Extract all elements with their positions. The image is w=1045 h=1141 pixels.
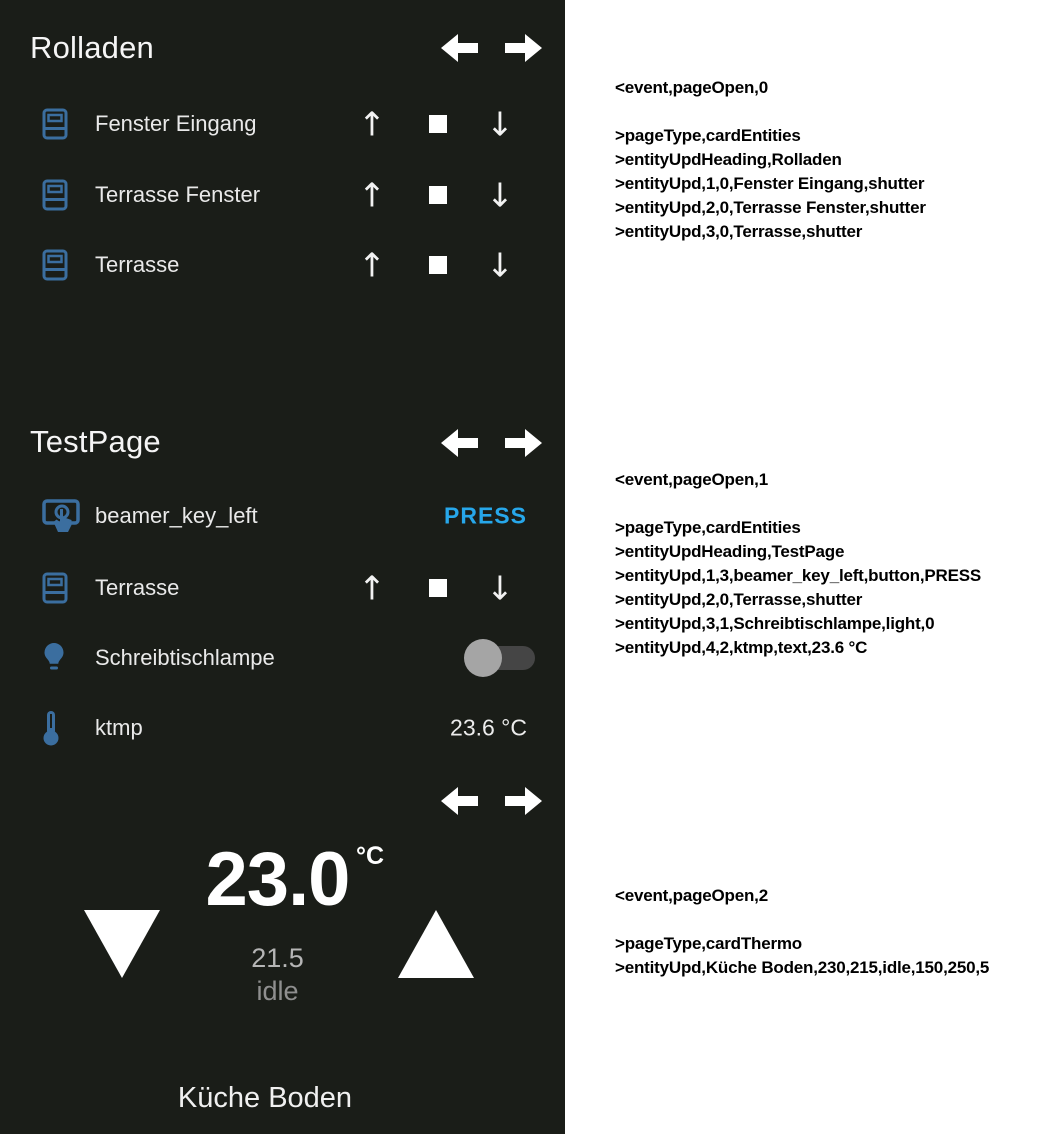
entity-name: beamer_key_left	[95, 503, 258, 528]
log-line-blank	[615, 494, 1035, 518]
arrow-right-icon	[505, 804, 543, 819]
log-line: >entityUpd,1,0,Fenster Eingang,shutter	[615, 174, 925, 193]
thermometer-icon	[42, 710, 60, 746]
nav-next-button[interactable]	[505, 33, 543, 63]
shutter-stop-button[interactable]	[429, 579, 447, 597]
setpoint-temperature: 21.5	[251, 943, 304, 973]
nav-prev-button[interactable]	[440, 33, 478, 63]
shutter-up-button[interactable]: ↑	[352, 105, 392, 144]
log-line: <event,pageOpen,1	[615, 470, 768, 489]
shutter-stop-button[interactable]	[429, 115, 447, 133]
stop-square-icon	[429, 579, 447, 597]
log-block-page2	[615, 886, 1035, 982]
log-line: >pageType,cardThermo	[615, 934, 802, 953]
window-shutter-icon	[42, 179, 68, 211]
log-line: >entityUpd,1,3,beamer_key_left,button,PRESS	[615, 566, 981, 585]
log-line-blank	[615, 102, 1035, 126]
stop-square-icon	[429, 186, 447, 204]
log-line-blank	[615, 910, 1035, 934]
log-line: >pageType,cardEntities	[615, 518, 801, 537]
log-line: <event,pageOpen,2	[615, 886, 768, 905]
shutter-down-button[interactable]: ↓	[480, 105, 520, 144]
entity-name: Terrasse	[95, 575, 180, 600]
log-line: >entityUpd,4,2,ktmp,text,23.6 °C	[615, 638, 868, 657]
entity-row-shutter	[0, 171, 565, 219]
log-line: >entityUpd,3,1,Schreibtischlampe,light,0	[615, 614, 935, 633]
page-testpage	[0, 420, 565, 770]
window-shutter-icon	[42, 572, 68, 604]
arrow-left-icon	[440, 804, 478, 819]
entity-value: 23.6 °C	[450, 714, 527, 741]
nav-prev-button[interactable]	[440, 428, 478, 458]
arrow-right-icon	[505, 446, 543, 461]
entity-row-shutter	[0, 100, 565, 148]
entity-name: Schreibtischlampe	[95, 645, 275, 670]
page-title: Rolladen	[30, 30, 154, 65]
stop-square-icon	[429, 115, 447, 133]
page-thermostat	[0, 770, 565, 1134]
shutter-down-button[interactable]: ↓	[480, 569, 520, 608]
log-block-page0	[615, 78, 1035, 246]
entity-row-button	[0, 492, 565, 540]
arrow-left-icon	[440, 446, 478, 461]
shutter-up-button[interactable]: ↑	[352, 569, 392, 608]
light-toggle-switch[interactable]	[465, 646, 535, 670]
entity-row-text	[0, 704, 565, 752]
stop-square-icon	[429, 256, 447, 274]
page-title: TestPage	[30, 424, 161, 459]
log-line: >pageType,cardEntities	[615, 126, 801, 145]
log-line: >entityUpd,2,0,Terrasse,shutter	[615, 590, 863, 609]
shutter-stop-button[interactable]	[429, 186, 447, 204]
entity-row-shutter	[0, 241, 565, 289]
nav-prev-button[interactable]	[440, 786, 478, 816]
arrow-right-icon	[505, 51, 543, 66]
entity-name: Terrasse	[95, 252, 180, 277]
nav-next-button[interactable]	[505, 786, 543, 816]
window-shutter-icon	[42, 249, 68, 281]
current-temperature: 23.0	[205, 837, 350, 922]
log-line: >entityUpdHeading,TestPage	[615, 542, 845, 561]
log-line: <event,pageOpen,0	[615, 78, 768, 97]
press-button[interactable]: PRESS	[444, 502, 527, 529]
entity-row-light	[0, 634, 565, 682]
thermostat-name: Küche Boden	[177, 1082, 353, 1114]
thermostat-state: idle	[256, 976, 299, 1006]
shutter-up-button[interactable]: ↑	[352, 176, 392, 215]
gesture-tap-button-icon	[42, 497, 80, 535]
temperature-unit: °C	[356, 842, 385, 870]
shutter-stop-button[interactable]	[429, 256, 447, 274]
shutter-down-button[interactable]: ↓	[480, 246, 520, 285]
toggle-knob-icon	[464, 639, 502, 677]
nav-next-button[interactable]	[505, 428, 543, 458]
entity-row-shutter	[0, 564, 565, 612]
log-line: >entityUpd,Küche Boden,230,215,idle,150,250,5	[615, 958, 990, 977]
page-rolladen	[0, 0, 565, 420]
entity-name: Terrasse Fenster	[95, 182, 261, 207]
entity-name: ktmp	[95, 715, 143, 740]
shutter-down-button[interactable]: ↓	[480, 176, 520, 215]
log-line: >entityUpdHeading,Rolladen	[615, 150, 842, 169]
log-block-page1	[615, 470, 1035, 662]
log-line: >entityUpd,3,0,Terrasse,shutter	[615, 222, 863, 241]
shutter-up-button[interactable]: ↑	[352, 246, 392, 285]
entity-name: Fenster Eingang	[95, 111, 257, 136]
lightbulb-icon	[42, 642, 66, 674]
log-line: >entityUpd,2,0,Terrasse Fenster,shutter	[615, 198, 926, 217]
window-shutter-icon	[42, 108, 68, 140]
arrow-left-icon	[440, 51, 478, 66]
